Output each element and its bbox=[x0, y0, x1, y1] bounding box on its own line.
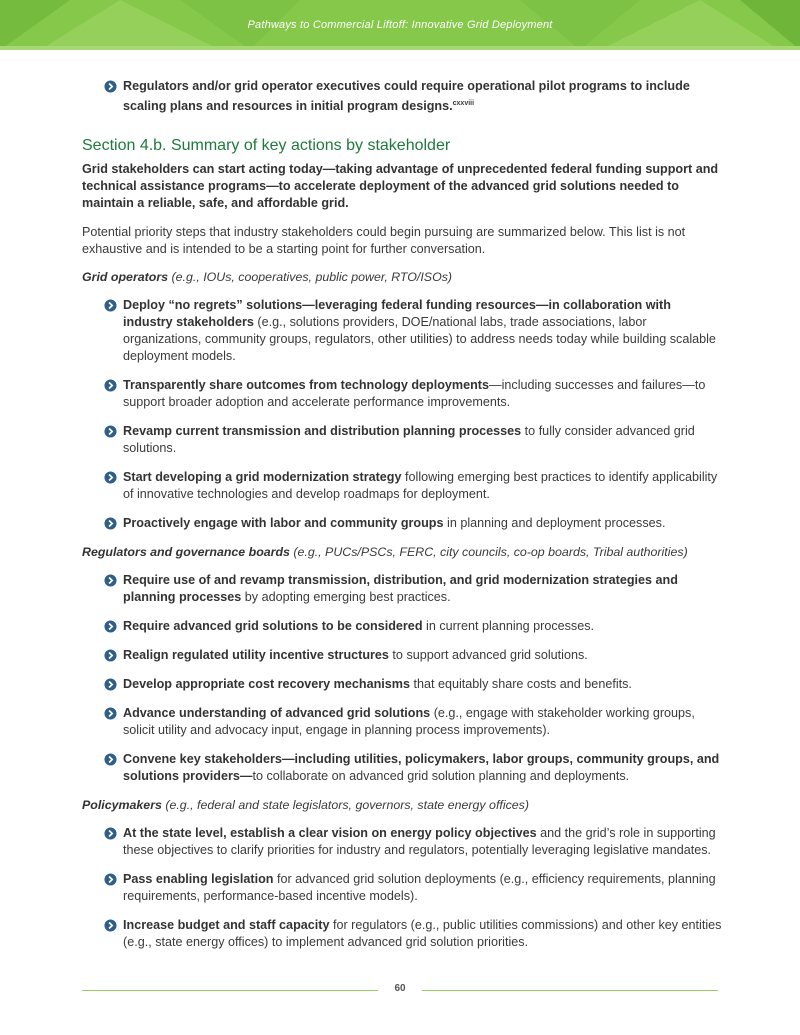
group-examples: (e.g., PUCs/PSCs, FERC, city councils, co-op boards, Tribal authorities) bbox=[289, 545, 688, 560]
chevron-circle-icon bbox=[104, 707, 117, 720]
chevron-circle-icon bbox=[104, 80, 117, 93]
chevron-circle-icon bbox=[104, 753, 117, 766]
list-item bbox=[82, 825, 722, 859]
group-heading-grid-operators bbox=[82, 269, 722, 286]
item-bold: Require advanced grid solutions to be considered bbox=[123, 619, 423, 634]
list-item bbox=[82, 917, 722, 951]
item-text: to collaborate on advanced grid solution planning and deployments. bbox=[252, 769, 630, 784]
chevron-circle-icon bbox=[104, 827, 117, 840]
chevron-circle-icon bbox=[104, 425, 117, 438]
section-heading: Section 4.b. Summary of key actions by stakeholder bbox=[82, 137, 451, 155]
item-bold: Proactively engage with labor and community groups bbox=[123, 516, 444, 531]
chevron-circle-icon bbox=[104, 873, 117, 886]
item-bold: Regulators and/or grid operator executives could require operational pilot programs to include scaling plans and resources in initial program designs. bbox=[123, 79, 690, 114]
list-item bbox=[82, 871, 722, 905]
chevron-circle-icon bbox=[104, 517, 117, 530]
list-item bbox=[82, 515, 722, 532]
item-text: for advanced grid solution deployments (e.g., efficiency requirements, planning requirements, performance-based incentive models). bbox=[123, 872, 716, 904]
document-title: Pathways to Commercial Liftoff: Innovative Grid Deployment bbox=[247, 19, 553, 31]
chevron-circle-icon bbox=[104, 299, 117, 312]
item-bold: Advance understanding of advanced grid solutions bbox=[123, 706, 431, 721]
item-bold: Revamp current transmission and distribution planning processes bbox=[123, 424, 522, 439]
chevron-circle-icon bbox=[104, 678, 117, 691]
list-item bbox=[82, 676, 722, 693]
chevron-circle-icon bbox=[104, 919, 117, 932]
item-bold: Realign regulated utility incentive structures bbox=[123, 648, 389, 663]
group-examples: (e.g., federal and state legislators, governors, state energy offices) bbox=[161, 798, 529, 813]
item-bold: Require use of and revamp transmission, distribution, and grid modernization strategies and planning processes bbox=[123, 573, 678, 605]
list-item bbox=[82, 297, 722, 365]
item-text: in current planning processes. bbox=[422, 619, 595, 634]
item-text: (e.g., engage with stakeholder working groups, solicit utility and advocacy input, engage in planning process improvements). bbox=[123, 706, 695, 738]
list-item bbox=[82, 647, 722, 664]
endnote-ref: cxxviii bbox=[452, 100, 475, 107]
item-text: —including successes and failures—to support broader adoption and accelerate performance improvements. bbox=[123, 378, 706, 410]
page-number: 60 bbox=[394, 983, 406, 994]
item-bold: At the state level, establish a clear vision on energy policy objectives bbox=[123, 826, 537, 841]
item-bold: Pass enabling legislation bbox=[123, 872, 274, 887]
item-text: (e.g., solutions providers, DOE/national labs, trade associations, labor organizations, community groups, regulators, other utilities) to address needs today while building scalable deployment models. bbox=[123, 315, 716, 364]
item-text: to fully consider advanced grid solutions. bbox=[123, 424, 695, 456]
item-text: that equitably share costs and benefits. bbox=[409, 677, 632, 692]
item-bold: Develop appropriate cost recovery mechanisms bbox=[123, 677, 410, 692]
item-bold: Increase budget and staff capacity bbox=[123, 918, 330, 933]
header-banner bbox=[0, 0, 800, 50]
section-paragraph: Potential priority steps that industry stakeholders could begin pursuing are summarized below. This list is not exhaustive and is intended to be a starting point for further conversation. bbox=[82, 225, 686, 257]
group-examples: (e.g., IOUs, cooperatives, public power, RTO/ISOs) bbox=[168, 270, 453, 285]
chevron-circle-icon bbox=[104, 620, 117, 633]
item-bold: Start developing a grid modernization strategy bbox=[123, 470, 402, 485]
list-item bbox=[82, 618, 722, 635]
item-bold: Deploy “no regrets” solutions—leveraging federal funding resources—in collaboration with industry stakeholders bbox=[123, 298, 671, 330]
page-content bbox=[82, 78, 722, 963]
chevron-circle-icon bbox=[104, 649, 117, 662]
list-item bbox=[82, 469, 722, 503]
item-text: for regulators (e.g., public utilities commissions) and other key entities (e.g., state energy offices) to implement advanced grid solution priorities. bbox=[123, 918, 722, 950]
chevron-circle-icon bbox=[104, 471, 117, 484]
list-item bbox=[82, 423, 722, 457]
item-text: following emerging best practices to identify applicability of innovative technologies and develop roadmaps for deployment. bbox=[123, 470, 718, 502]
group-heading-regulators bbox=[82, 544, 722, 561]
item-bold: Convene key stakeholders—including utilities, policymakers, labor groups, community groups, and solutions providers— bbox=[123, 752, 720, 784]
list-item bbox=[82, 751, 722, 785]
group-label: Policymakers bbox=[82, 798, 162, 813]
page-footer bbox=[82, 982, 718, 998]
item-text: to support advanced grid solutions. bbox=[388, 648, 588, 663]
item-text: in planning and deployment processes. bbox=[443, 516, 666, 531]
chevron-circle-icon bbox=[104, 574, 117, 587]
group-label: Regulators and governance boards bbox=[82, 545, 290, 560]
list-item bbox=[82, 78, 722, 115]
group-heading-policymakers bbox=[82, 797, 722, 814]
list-item bbox=[82, 377, 722, 411]
item-text: by adopting emerging best practices. bbox=[241, 590, 451, 605]
item-text: and the grid’s role in supporting these objectives to clarify priorities for industry and regulators, potentially leveraging legislative mandates. bbox=[123, 826, 716, 858]
chevron-circle-icon bbox=[104, 379, 117, 392]
group-label: Grid operators bbox=[82, 270, 169, 285]
section-lead: Grid stakeholders can start acting today—taking advantage of unprecedented federal funding support and technical assistance programs—to accelerate deployment of the advanced grid solutions needed to maintain a reliable, safe, and affordable grid. bbox=[82, 162, 719, 211]
item-bold: Transparently share outcomes from technology deployments bbox=[123, 378, 490, 393]
list-item bbox=[82, 572, 722, 606]
list-item bbox=[82, 705, 722, 739]
